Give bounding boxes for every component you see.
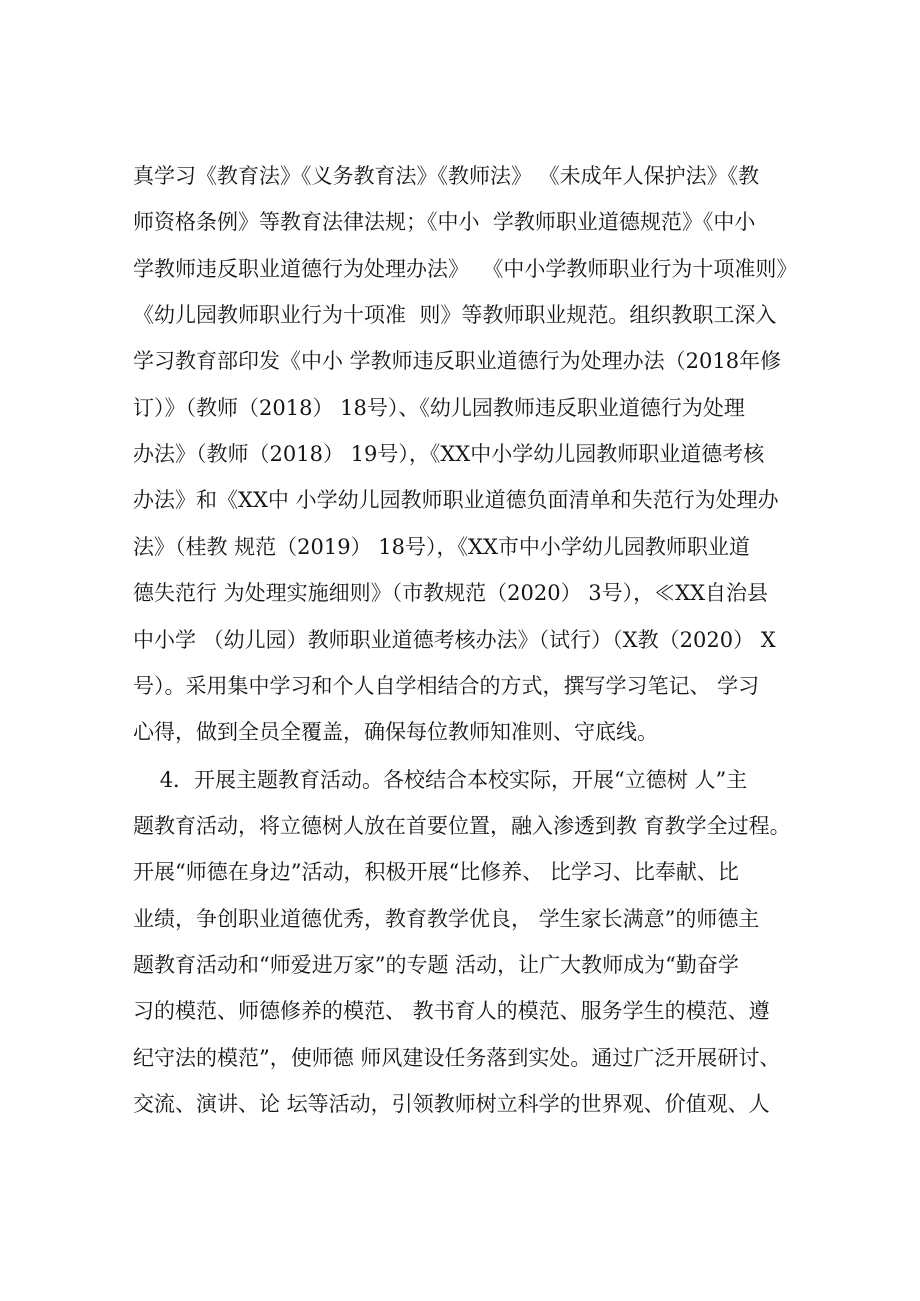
text-line-6: 订）》（教师（2018） 18号）、《幼儿园教师违反职业道德行为处理 [133, 396, 745, 420]
text-line-20: 纪守法的模范”，使师德 师风建设任务落到实处。通过广泛开展研讨、 [133, 1046, 781, 1070]
text-line-15: 题教育活动，将立德树人放在首要位置，融入渗透到教 育教学全过程。 [133, 814, 791, 838]
text-line-11: 中小学 （幼儿园）教师职业道德考核办法》（试行）（X教（2020） X [133, 628, 776, 652]
text-line-3: 学教师违反职业道德行为处理办法》 《中小学教师职业行为十项准则》 [133, 257, 798, 281]
text-line-9: 法》（桂教 规范（2019） 18号），《XX市中小学幼儿园教师职业道 [133, 535, 750, 559]
text-line-21: 交流、演讲、论 坛等活动，引领教师树立科学的世界观、价值观、人 [133, 1092, 770, 1116]
text-line-4: 《幼儿园教师职业行为十项准 则》等教师职业规范。组织教职工深入 [133, 303, 777, 327]
text-line-1: 真学习《教育法》《义务教育法》《教师法》 《未成年人保护法》《教 [133, 164, 760, 188]
text-line-2: 师资格条例》等教育法律法规；《中小 学教师职业道德规范》《中小 [133, 210, 756, 234]
text-line-12: 号）。采用集中学习和个人自学相结合的方式，撰写学习笔记、 学习 [133, 674, 760, 698]
text-line-14: 4．开展主题教育活动。各校结合本校实际，开展“立德树 人”主 [133, 768, 748, 792]
text-line-8: 办法》和《XX中 小学幼儿园教师职业道德负面清单和失范行为处理办 [133, 488, 779, 512]
text-line-16: 开展“师德在身边”活动，积极开展“比修养、 比学习、比奉献、比 [133, 860, 739, 884]
text-line-17: 业绩，争创职业道德优秀，教育教学优良， 学生家长满意”的师德主 [133, 907, 760, 931]
text-line-10: 德失范行 为处理实施细则》（市教规范（2020） 3号），≪XX自治县 [133, 581, 769, 605]
text-line-19: 习的模范、师德修养的模范、 教书育人的模范、服务学生的模范、遵 [133, 999, 770, 1023]
text-line-7: 办法》（教师（2018） 19号），《XX中小学幼儿园教师职业道德考核 [133, 442, 765, 466]
text-line-18: 题教育活动和“师爱进万家”的专题 活动，让广大教师成为“勤奋学 [133, 953, 739, 977]
text-line-13: 心得，做到全员全覆盖，确保每位教师知准则、守底线。 [133, 720, 658, 744]
text-line-5: 学习教育部印发《中小 学教师违反职业道德行为处理办法（2018年修 [133, 349, 782, 373]
